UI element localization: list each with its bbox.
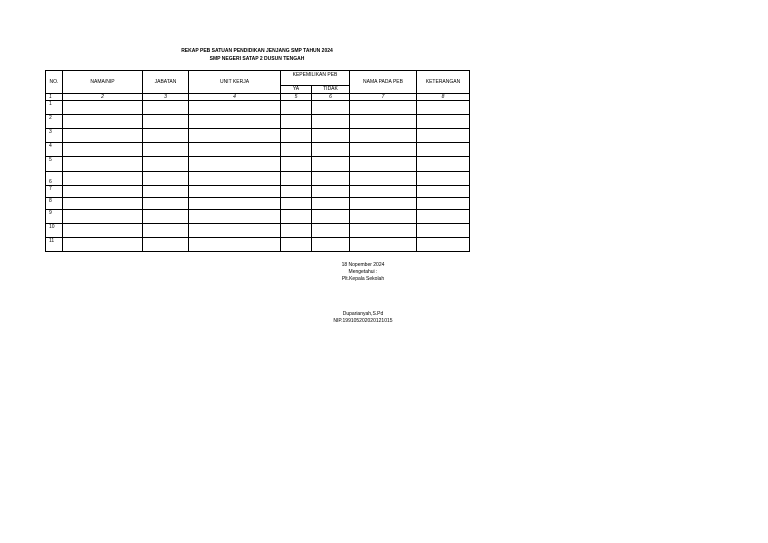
cell-tidak bbox=[312, 115, 350, 129]
signatory-nip: NIP.199105202020121015 bbox=[333, 318, 393, 324]
cell-tidak bbox=[312, 224, 350, 238]
cell-jabatan bbox=[143, 157, 189, 172]
cell-nama-nip bbox=[63, 129, 143, 143]
cell-nama-nip bbox=[63, 143, 143, 157]
cell-nama-nip bbox=[63, 157, 143, 172]
cell-nama-pada-peb bbox=[350, 172, 417, 186]
cell-keterangan bbox=[417, 101, 470, 115]
cell-unit-kerja bbox=[189, 224, 281, 238]
table-row bbox=[46, 101, 470, 115]
cell-keterangan bbox=[417, 198, 470, 210]
cell-keterangan bbox=[417, 238, 470, 252]
cell-ya bbox=[281, 157, 312, 172]
cell-nama-nip bbox=[63, 172, 143, 186]
header-no: NO. bbox=[46, 71, 63, 94]
row-number: 9 bbox=[46, 210, 63, 224]
cell-jabatan bbox=[143, 186, 189, 198]
column-number: 1 bbox=[46, 94, 63, 101]
row-number: 7 bbox=[46, 186, 63, 198]
signature-date: 18 Nopember 2024 bbox=[341, 262, 385, 268]
cell-unit-kerja bbox=[189, 238, 281, 252]
cell-keterangan bbox=[417, 143, 470, 157]
row-number: 5 bbox=[46, 157, 63, 172]
row-number: 4 bbox=[46, 143, 63, 157]
cell-jabatan bbox=[143, 143, 189, 157]
cell-jabatan bbox=[143, 224, 189, 238]
column-number: 7 bbox=[350, 94, 417, 101]
school-name: SMP NEGERI SATAP 2 DUSUN TENGAH bbox=[209, 56, 305, 62]
cell-ya bbox=[281, 143, 312, 157]
table-row bbox=[46, 129, 470, 143]
cell-keterangan bbox=[417, 210, 470, 224]
cell-keterangan bbox=[417, 115, 470, 129]
cell-ya bbox=[281, 172, 312, 186]
cell-nama-nip bbox=[63, 101, 143, 115]
table-row bbox=[46, 198, 470, 210]
table-row bbox=[46, 172, 470, 186]
recap-table bbox=[45, 70, 470, 252]
cell-unit-kerja bbox=[189, 143, 281, 157]
header-ya: YA bbox=[281, 86, 312, 94]
cell-ya bbox=[281, 129, 312, 143]
cell-tidak bbox=[312, 101, 350, 115]
table-row bbox=[46, 210, 470, 224]
cell-jabatan bbox=[143, 129, 189, 143]
signature-position: Plt.Kepala Sekolah bbox=[341, 276, 385, 282]
cell-nama-nip bbox=[63, 186, 143, 198]
signatory-name: Duparianyah,S.Pd bbox=[342, 311, 384, 317]
header-tidak: TIDAK bbox=[312, 86, 350, 94]
header-kepemilikan-peb: KEPEMILIKAN PEB bbox=[281, 71, 350, 86]
column-number: 8 bbox=[417, 94, 470, 101]
cell-tidak bbox=[312, 172, 350, 186]
column-number: 3 bbox=[143, 94, 189, 101]
column-number: 2 bbox=[63, 94, 143, 101]
column-number: 6 bbox=[312, 94, 350, 101]
cell-keterangan bbox=[417, 186, 470, 198]
column-number: 4 bbox=[189, 94, 281, 101]
cell-ya bbox=[281, 238, 312, 252]
cell-nama-nip bbox=[63, 198, 143, 210]
cell-nama-pada-peb bbox=[350, 115, 417, 129]
header-nama-pada-peb: NAMA PADA PEB bbox=[350, 71, 417, 94]
cell-nama-pada-peb bbox=[350, 238, 417, 252]
cell-nama-nip bbox=[63, 210, 143, 224]
cell-keterangan bbox=[417, 157, 470, 172]
cell-keterangan bbox=[417, 129, 470, 143]
cell-tidak bbox=[312, 129, 350, 143]
table-row bbox=[46, 186, 470, 198]
cell-ya bbox=[281, 210, 312, 224]
cell-tidak bbox=[312, 186, 350, 198]
cell-unit-kerja bbox=[189, 198, 281, 210]
cell-jabatan bbox=[143, 238, 189, 252]
cell-tidak bbox=[312, 210, 350, 224]
row-number: 11 bbox=[46, 238, 63, 252]
table-row bbox=[46, 238, 470, 252]
column-number: 5 bbox=[281, 94, 312, 101]
table-row bbox=[46, 115, 470, 129]
cell-ya bbox=[281, 224, 312, 238]
cell-nama-nip bbox=[63, 238, 143, 252]
cell-nama-nip bbox=[63, 224, 143, 238]
cell-jabatan bbox=[143, 115, 189, 129]
row-number: 1 bbox=[46, 101, 63, 115]
cell-unit-kerja bbox=[189, 157, 281, 172]
row-number: 6 bbox=[46, 172, 63, 186]
cell-ya bbox=[281, 186, 312, 198]
cell-nama-pada-peb bbox=[350, 210, 417, 224]
cell-keterangan bbox=[417, 172, 470, 186]
table-row bbox=[46, 224, 470, 238]
cell-ya bbox=[281, 101, 312, 115]
table-row bbox=[46, 143, 470, 157]
row-number: 10 bbox=[46, 224, 63, 238]
cell-tidak bbox=[312, 143, 350, 157]
cell-tidak bbox=[312, 238, 350, 252]
cell-nama-nip bbox=[63, 115, 143, 129]
header-nama-nip: NAMA/NIP bbox=[63, 71, 143, 94]
row-number: 2 bbox=[46, 115, 63, 129]
header-unit-kerja: UNIT KERJA bbox=[189, 71, 281, 94]
cell-nama-pada-peb bbox=[350, 129, 417, 143]
cell-nama-pada-peb bbox=[350, 186, 417, 198]
row-number: 3 bbox=[46, 129, 63, 143]
cell-tidak bbox=[312, 157, 350, 172]
row-number: 8 bbox=[46, 198, 63, 210]
cell-ya bbox=[281, 115, 312, 129]
cell-unit-kerja bbox=[189, 129, 281, 143]
cell-jabatan bbox=[143, 198, 189, 210]
header-keterangan: KETERANGAN bbox=[417, 71, 470, 94]
document-title: REKAP PEB SATUAN PENDIDIKAN JENJANG SMP TAHUN 2024 bbox=[181, 48, 333, 54]
cell-unit-kerja bbox=[189, 186, 281, 198]
cell-nama-pada-peb bbox=[350, 198, 417, 210]
cell-nama-pada-peb bbox=[350, 157, 417, 172]
cell-unit-kerja bbox=[189, 172, 281, 186]
header-jabatan: JABATAN bbox=[143, 71, 189, 94]
cell-unit-kerja bbox=[189, 101, 281, 115]
cell-unit-kerja bbox=[189, 210, 281, 224]
cell-ya bbox=[281, 198, 312, 210]
cell-tidak bbox=[312, 198, 350, 210]
table-row bbox=[46, 157, 470, 172]
cell-jabatan bbox=[143, 101, 189, 115]
cell-nama-pada-peb bbox=[350, 143, 417, 157]
cell-nama-pada-peb bbox=[350, 224, 417, 238]
cell-keterangan bbox=[417, 224, 470, 238]
column-number-row bbox=[46, 94, 470, 101]
cell-jabatan bbox=[143, 172, 189, 186]
cell-nama-pada-peb bbox=[350, 101, 417, 115]
signature-acknowledged: Mengetahui : bbox=[348, 269, 378, 275]
cell-unit-kerja bbox=[189, 115, 281, 129]
cell-jabatan bbox=[143, 210, 189, 224]
